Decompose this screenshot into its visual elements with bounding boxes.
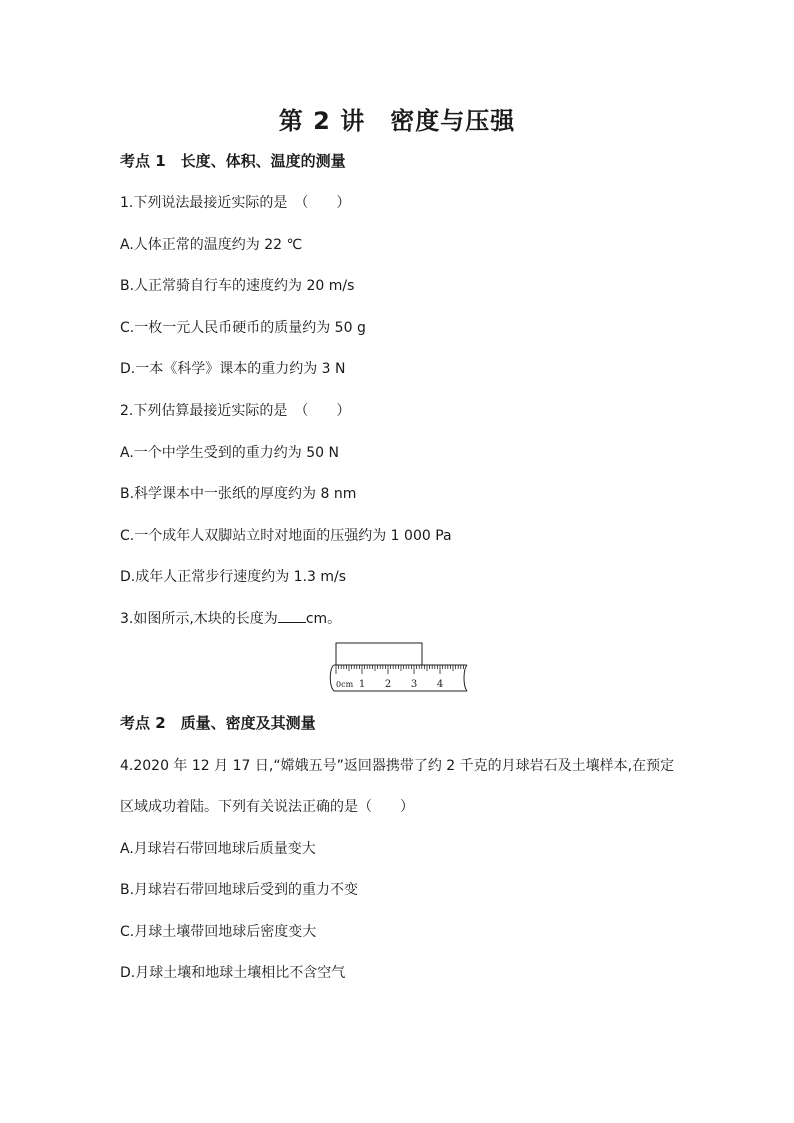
ruler-label: 3: [410, 679, 418, 690]
ruler-figure: [328, 641, 470, 699]
ruler-label: 0cm: [336, 680, 354, 689]
ruler-ticks: [336, 665, 463, 674]
q2-option-c: C.一个成年人双脚站立时对地面的压强约为 1 000 Pa: [120, 528, 452, 544]
ruler-svg: [328, 641, 470, 695]
ruler-left-edge: [330, 665, 334, 691]
q1-option-b: B.人正常骑自行车的速度约为 20 m/s: [120, 278, 355, 294]
q1-stem: 1.下列说法最接近实际的是 （ ）: [120, 195, 351, 211]
ruler-label: 2: [384, 679, 392, 690]
ruler-label: 1: [358, 679, 366, 690]
q2-option-b: B.科学课本中一张纸的厚度约为 8 nm: [120, 486, 357, 502]
q3-stem-unit: cm。: [305, 611, 342, 627]
q4-option-d: D.月球土壤和地球土壤相比不含空气: [120, 965, 346, 981]
q1-option-d: D.一本《科学》课本的重力约为 3 N: [120, 361, 346, 377]
q2-stem: 2.下列估算最接近实际的是 （ ）: [120, 403, 351, 419]
ruler-label: 4: [436, 679, 444, 690]
ruler-labels: [336, 679, 443, 690]
q4-stem-line1: 4.2020 年 12 月 17 日,“嫦娥五号”返回器携带了约 2 千克的月球岩石及土壤样本,在预定: [120, 758, 675, 774]
section-heading-2: 考点 2 质量、密度及其测量: [120, 714, 316, 732]
page-title: 第 2 讲 密度与压强: [278, 107, 516, 135]
q2-option-d: D.成年人正常步行速度约为 1.3 m/s: [120, 569, 347, 585]
q2-option-a: A.一个中学生受到的重力约为 50 N: [120, 445, 339, 461]
q3-stem: [120, 608, 341, 628]
ruler-right-edge: [464, 665, 467, 691]
q4-option-c: C.月球土壤带回地球后密度变大: [120, 924, 317, 940]
answer-blank: [278, 609, 306, 623]
q1-option-a: A.人体正常的温度约为 22 ℃: [120, 237, 303, 253]
wooden-block: [336, 643, 422, 665]
q3-stem-text: 3.如图所示,木块的长度为: [120, 611, 278, 627]
q4-option-b: B.月球岩石带回地球后受到的重力不变: [120, 882, 359, 898]
section-heading-1: 考点 1 长度、体积、温度的测量: [120, 152, 346, 170]
q4-option-a: A.月球岩石带回地球后质量变大: [120, 841, 316, 857]
q1-option-c: C.一枚一元人民币硬币的质量约为 50 g: [120, 320, 366, 336]
q4-stem-line2: 区域成功着陆。下列有关说法正确的是（ ）: [120, 799, 414, 815]
